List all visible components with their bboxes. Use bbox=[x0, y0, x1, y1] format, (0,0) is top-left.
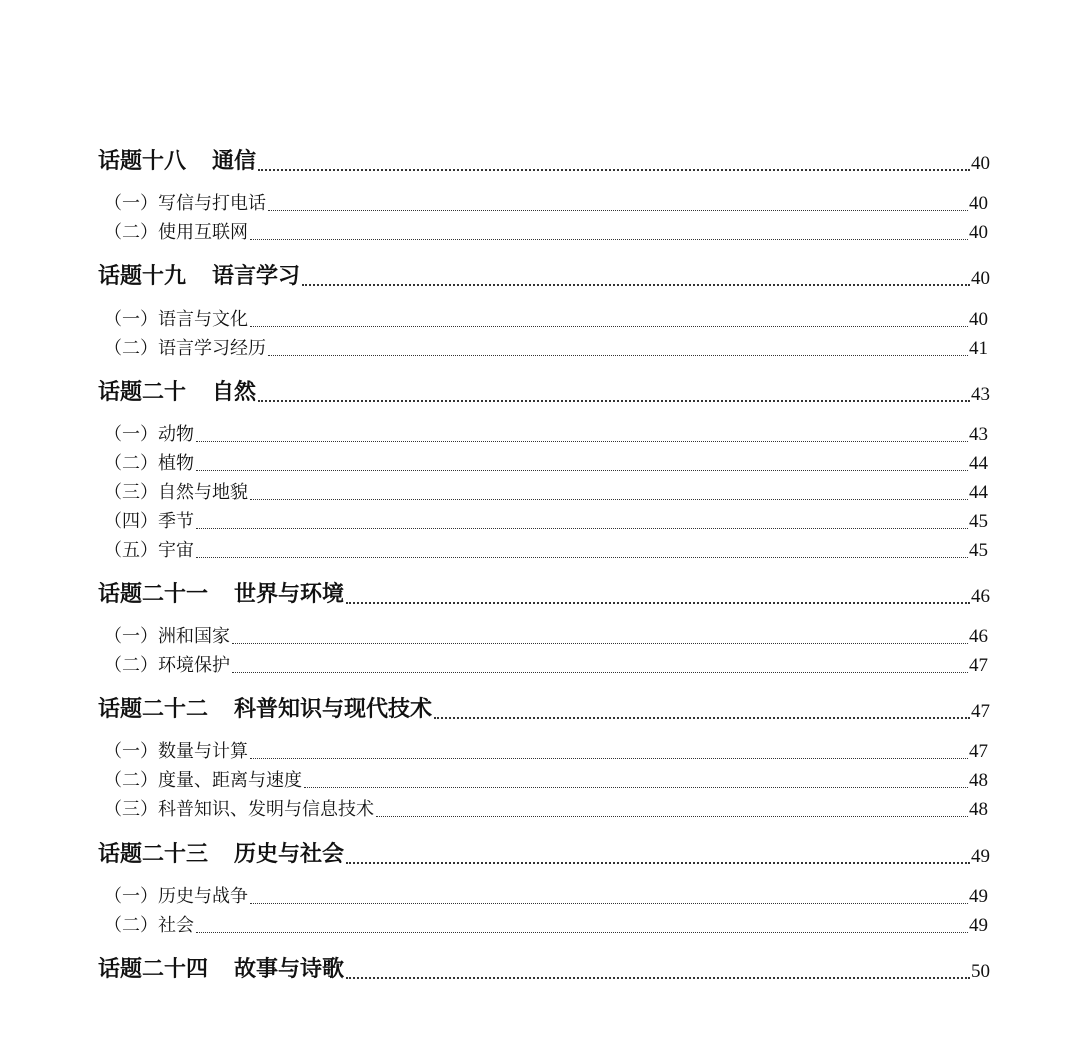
subtopic-label: （二）度量、距离与速度 bbox=[104, 770, 302, 791]
toc-subtopic-row[interactable] bbox=[104, 882, 988, 908]
subtopic-label: （五）宇宙 bbox=[104, 540, 194, 561]
topic-number: 话题二十三 bbox=[98, 841, 209, 867]
dot-leader bbox=[196, 469, 968, 471]
dot-leader bbox=[250, 325, 968, 327]
toc-topic-row[interactable] bbox=[98, 259, 990, 290]
dot-leader bbox=[346, 976, 970, 979]
page-number: 40 bbox=[969, 309, 988, 330]
toc-subtopic-row[interactable] bbox=[104, 507, 988, 533]
page-number: 47 bbox=[971, 701, 990, 722]
dot-leader bbox=[304, 786, 968, 788]
toc-subtopic-row[interactable] bbox=[104, 478, 988, 504]
dot-leader bbox=[250, 902, 968, 904]
dot-leader bbox=[268, 354, 968, 356]
dot-leader bbox=[376, 815, 968, 817]
toc-subtopic-row[interactable] bbox=[104, 334, 988, 360]
subtopic-label: （二）语言学习经历 bbox=[104, 338, 266, 359]
page-number: 46 bbox=[971, 586, 990, 607]
page-number: 40 bbox=[969, 222, 988, 243]
page-number: 43 bbox=[971, 384, 990, 405]
topic-title: 故事与诗歌 bbox=[234, 956, 345, 982]
dot-leader bbox=[232, 642, 968, 644]
toc-topic-row[interactable] bbox=[98, 375, 990, 406]
subtopic-label: （四）季节 bbox=[104, 511, 194, 532]
toc-topic-row[interactable] bbox=[98, 952, 990, 983]
dot-leader bbox=[346, 601, 970, 604]
topic-number: 话题二十四 bbox=[98, 956, 209, 982]
topic-title: 历史与社会 bbox=[234, 841, 345, 867]
subtopic-label: （一）洲和国家 bbox=[104, 626, 230, 647]
toc-subtopic-row[interactable] bbox=[104, 737, 988, 763]
topic-title: 通信 bbox=[212, 148, 257, 174]
toc-subtopic-row[interactable] bbox=[104, 795, 988, 821]
page-number: 49 bbox=[969, 915, 988, 936]
page-number: 47 bbox=[969, 741, 988, 762]
dot-leader bbox=[268, 209, 968, 211]
page-number: 46 bbox=[969, 626, 988, 647]
page-number: 48 bbox=[969, 799, 988, 820]
toc-subtopic-row[interactable] bbox=[104, 651, 988, 677]
toc-topic-row[interactable] bbox=[98, 837, 990, 868]
topic-number: 话题二十二 bbox=[98, 696, 209, 722]
page-number: 47 bbox=[969, 655, 988, 676]
toc-subtopic-row[interactable] bbox=[104, 766, 988, 792]
toc-topic-row[interactable] bbox=[98, 577, 990, 608]
topic-title: 世界与环境 bbox=[234, 581, 345, 607]
subtopic-label: （一）写信与打电话 bbox=[104, 193, 266, 214]
toc-topic-row[interactable] bbox=[98, 692, 990, 723]
toc-subtopic-row[interactable] bbox=[104, 218, 988, 244]
page-number: 44 bbox=[969, 453, 988, 474]
dot-leader bbox=[196, 527, 968, 529]
page-number: 40 bbox=[969, 193, 988, 214]
dot-leader bbox=[232, 671, 968, 673]
dot-leader bbox=[434, 716, 970, 719]
subtopic-label: （二）社会 bbox=[104, 915, 194, 936]
page-number: 45 bbox=[969, 511, 988, 532]
toc-subtopic-row[interactable] bbox=[104, 420, 988, 446]
topic-number: 话题十九 bbox=[98, 263, 187, 289]
page-number: 44 bbox=[969, 482, 988, 503]
dot-leader bbox=[258, 168, 970, 171]
subtopic-label: （一）动物 bbox=[104, 424, 194, 445]
topic-number: 话题二十 bbox=[98, 379, 187, 405]
toc-subtopic-row[interactable] bbox=[104, 536, 988, 562]
page-number: 49 bbox=[971, 846, 990, 867]
page-number: 41 bbox=[969, 338, 988, 359]
toc-subtopic-row[interactable] bbox=[104, 911, 988, 937]
page-number: 45 bbox=[969, 540, 988, 561]
toc-subtopic-row[interactable] bbox=[104, 189, 988, 215]
topic-title: 科普知识与现代技术 bbox=[234, 696, 433, 722]
page-number: 43 bbox=[969, 424, 988, 445]
dot-leader bbox=[250, 498, 968, 500]
topic-number: 话题十八 bbox=[98, 148, 187, 174]
page-number: 50 bbox=[971, 961, 990, 982]
topic-title: 自然 bbox=[212, 379, 257, 405]
subtopic-label: （三）自然与地貌 bbox=[104, 482, 248, 503]
subtopic-label: （二）环境保护 bbox=[104, 655, 230, 676]
toc-subtopic-row[interactable] bbox=[104, 305, 988, 331]
page-number: 49 bbox=[969, 886, 988, 907]
toc-topic-row[interactable] bbox=[98, 144, 990, 175]
topic-title: 语言学习 bbox=[212, 263, 301, 289]
subtopic-label: （二）植物 bbox=[104, 453, 194, 474]
dot-leader bbox=[196, 556, 968, 558]
subtopic-label: （一）语言与文化 bbox=[104, 309, 248, 330]
dot-leader bbox=[258, 399, 970, 402]
subtopic-label: （一）数量与计算 bbox=[104, 741, 248, 762]
toc-subtopic-row[interactable] bbox=[104, 622, 988, 648]
page-number: 48 bbox=[969, 770, 988, 791]
dot-leader bbox=[250, 757, 968, 759]
dot-leader bbox=[196, 931, 968, 933]
dot-leader bbox=[346, 861, 970, 864]
page-number: 40 bbox=[971, 268, 990, 289]
dot-leader bbox=[196, 440, 968, 442]
subtopic-label: （三）科普知识、发明与信息技术 bbox=[104, 799, 374, 820]
subtopic-label: （一）历史与战争 bbox=[104, 886, 248, 907]
dot-leader bbox=[302, 283, 970, 286]
subtopic-label: （二）使用互联网 bbox=[104, 222, 248, 243]
page-number: 40 bbox=[971, 153, 990, 174]
dot-leader bbox=[250, 238, 968, 240]
toc-subtopic-row[interactable] bbox=[104, 449, 988, 475]
topic-number: 话题二十一 bbox=[98, 581, 209, 607]
